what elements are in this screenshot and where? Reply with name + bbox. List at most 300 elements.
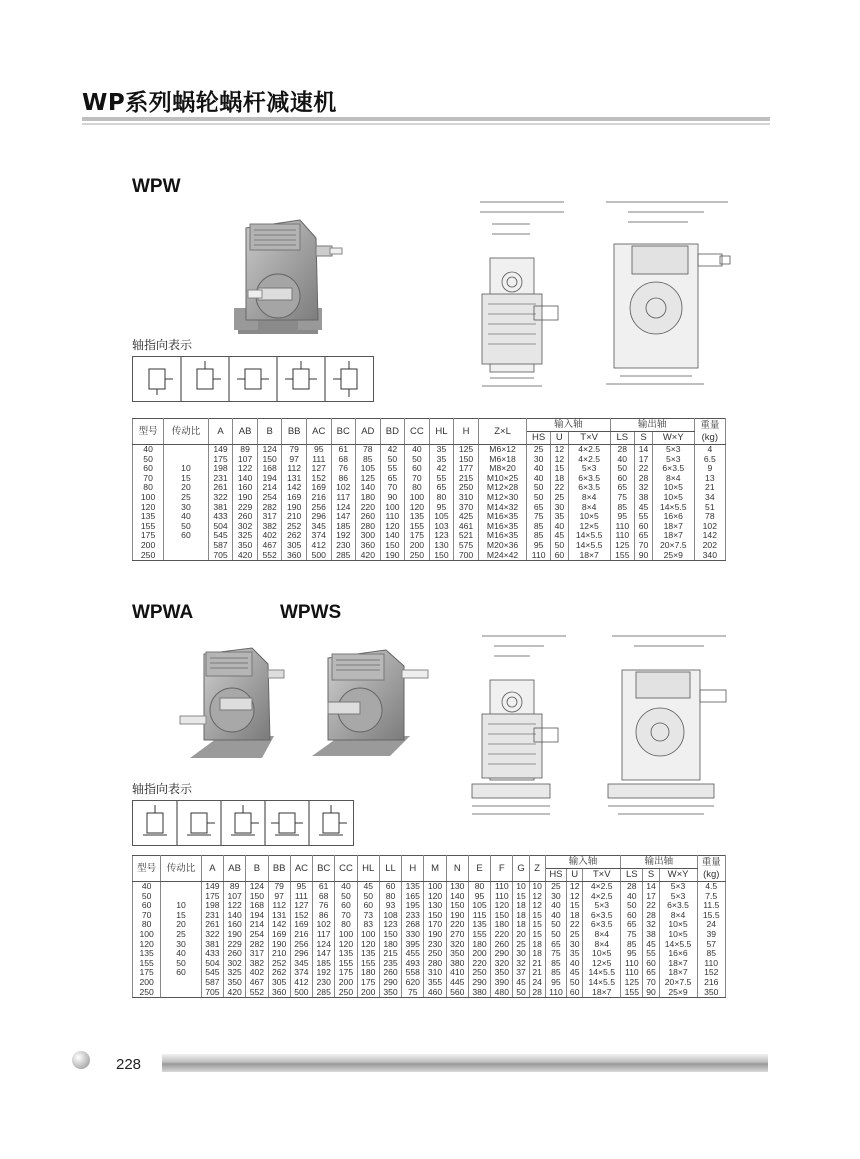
t1-cell: 124 xyxy=(257,445,282,455)
t1-cell: 100 xyxy=(380,503,405,513)
col-CC: CC xyxy=(405,419,430,445)
t1-cell: 124 xyxy=(331,503,356,513)
t1-cell: 190 xyxy=(282,503,307,513)
t2-cell: 120 xyxy=(335,940,357,950)
t2-cell: 705 xyxy=(201,988,223,998)
t2-cell: 61 xyxy=(313,882,335,892)
t1-cell: 282 xyxy=(257,503,282,513)
t2-cell: 558 xyxy=(402,968,424,978)
table-row xyxy=(133,551,726,561)
t1-cell: 42 xyxy=(429,464,454,474)
t1-cell: 374 xyxy=(306,531,331,541)
t1-cell: 50 xyxy=(380,455,405,465)
t1-cell: 4×2.5 xyxy=(568,455,610,465)
col-input-shaft: 输入轴 xyxy=(527,419,610,432)
col2-input-shaft: 输入轴 xyxy=(545,856,620,869)
t1-cell: 194 xyxy=(257,474,282,484)
t2-cell: 180 xyxy=(379,940,401,950)
t2-cell: 50 xyxy=(545,920,566,930)
t2-cell: 18×7 xyxy=(659,968,697,978)
t1-cell: 360 xyxy=(282,551,307,561)
t1-cell: 60 xyxy=(635,522,653,532)
t1-cell: 4 xyxy=(694,445,725,455)
t1-cell: 14 xyxy=(635,445,653,455)
t1-cell: 190 xyxy=(380,551,405,561)
t2-cell: 200 xyxy=(335,978,357,988)
t2-cell: 142 xyxy=(268,920,290,930)
t1-cell: 100 xyxy=(405,493,430,503)
t1-cell: 45 xyxy=(550,531,568,541)
col2-S: S xyxy=(643,869,659,882)
t2-cell: 76 xyxy=(313,901,335,911)
wpwa-wpws-table-body xyxy=(133,882,726,998)
t2-cell: 155 xyxy=(468,930,490,940)
t1-ratio-cell: 25 xyxy=(164,493,209,503)
col-H: H xyxy=(454,419,479,445)
t2-cell: 95 xyxy=(290,882,312,892)
col2-B: B xyxy=(246,856,268,882)
t1-cell: 42 xyxy=(380,445,405,455)
title-rule-thin xyxy=(82,123,770,125)
t1-cell: 131 xyxy=(282,474,307,484)
t2-cell: 180 xyxy=(357,968,379,978)
t1-cell: 50 xyxy=(610,464,635,474)
t2-cell: 107 xyxy=(224,892,246,902)
col-output-shaft: 输出轴 xyxy=(610,419,694,432)
col2-AC: AC xyxy=(290,856,312,882)
t1-cell: 467 xyxy=(257,541,282,551)
t1-cell: 140 xyxy=(233,474,258,484)
t1-cell: 8×4 xyxy=(568,503,610,513)
t2-cell: 175 xyxy=(357,978,379,988)
t2-cell: 85 xyxy=(697,949,726,959)
t1-cell: 252 xyxy=(282,522,307,532)
t1-cell: 97 xyxy=(282,455,307,465)
t1-cell: 85 xyxy=(527,531,551,541)
t1-cell: 214 xyxy=(257,483,282,493)
t1-cell: 340 xyxy=(694,551,725,561)
t2-cell: 70 xyxy=(335,911,357,921)
t2-cell: 65 xyxy=(621,920,643,930)
t1-cell: 28 xyxy=(610,445,635,455)
t2-cell: 50 xyxy=(567,978,583,988)
t2-cell: 220 xyxy=(446,920,468,930)
t1-cell: 130 xyxy=(429,541,454,551)
t2-cell: 25 xyxy=(513,940,529,950)
t2-cell: 185 xyxy=(313,959,335,969)
col-AC: AC xyxy=(306,419,331,445)
t2-cell: 70 xyxy=(133,911,161,921)
t2-cell: 130 xyxy=(446,882,468,892)
t2-cell: 305 xyxy=(268,978,290,988)
t1-cell: 60 xyxy=(610,474,635,484)
t2-cell: 433 xyxy=(201,949,223,959)
t1-cell: 350 xyxy=(233,541,258,551)
t2-cell: 262 xyxy=(268,968,290,978)
t2-ratio-cell xyxy=(161,882,201,892)
col2-model: 型号 xyxy=(133,856,161,882)
t1-cell: 192 xyxy=(331,531,356,541)
t1-cell: 216 xyxy=(306,493,331,503)
t1-cell: 85 xyxy=(527,522,551,532)
t2-cell: 57 xyxy=(697,940,726,950)
t1-cell: 155 xyxy=(610,551,635,561)
t2-cell: 480 xyxy=(491,988,513,998)
t1-cell: 120 xyxy=(380,522,405,532)
t1-cell: 123 xyxy=(429,531,454,541)
t1-cell: 360 xyxy=(356,541,381,551)
t1-cell: 149 xyxy=(208,445,233,455)
t1-cell: 296 xyxy=(306,512,331,522)
t2-cell: 16×6 xyxy=(659,949,697,959)
t1-cell: 50 xyxy=(527,483,551,493)
t2-cell: 260 xyxy=(224,949,246,959)
t2-cell: 135 xyxy=(402,882,424,892)
t1-cell: 18 xyxy=(550,474,568,484)
t2-cell: 8×4 xyxy=(659,911,697,921)
t1-cell: 552 xyxy=(257,551,282,561)
t1-cell: 262 xyxy=(282,531,307,541)
t2-cell: 40 xyxy=(133,882,161,892)
t1-cell: M12×28 xyxy=(478,483,527,493)
t2-cell: 28 xyxy=(529,988,545,998)
t2-cell: 296 xyxy=(290,949,312,959)
t2-cell: 40 xyxy=(621,892,643,902)
t1-cell: 420 xyxy=(356,551,381,561)
t1-cell: 215 xyxy=(454,474,479,484)
t1-cell: 18×7 xyxy=(568,551,610,561)
t2-cell: 24 xyxy=(697,920,726,930)
t2-cell: 360 xyxy=(268,988,290,998)
col2-F: F xyxy=(491,856,513,882)
col-A: A xyxy=(208,419,233,445)
t1-ratio-cell xyxy=(164,551,209,561)
t1-ratio-cell: 15 xyxy=(164,474,209,484)
t2-cell: 97 xyxy=(268,892,290,902)
t1-cell: M16×35 xyxy=(478,522,527,532)
t2-cell: 235 xyxy=(379,959,401,969)
t2-cell: 350 xyxy=(491,968,513,978)
col2-Z: Z xyxy=(529,856,545,882)
t1-cell: 61 xyxy=(331,445,356,455)
col2-BB: BB xyxy=(268,856,290,882)
t2-cell: 412 xyxy=(290,978,312,988)
t1-cell: 310 xyxy=(454,493,479,503)
t1-ratio-cell: 50 xyxy=(164,522,209,532)
t1-cell: 40 xyxy=(550,522,568,532)
t2-cell: 60 xyxy=(335,901,357,911)
t1-cell: 40 xyxy=(133,445,164,455)
t2-cell: 12 xyxy=(567,882,583,892)
wpw-side-view-diagram xyxy=(468,196,584,392)
t1-cell: 65 xyxy=(429,483,454,493)
t2-cell: 250 xyxy=(133,988,161,998)
t1-cell: 30 xyxy=(527,455,551,465)
t2-cell: 100 xyxy=(133,930,161,940)
t2-cell: 110 xyxy=(545,988,566,998)
col2-ratio: 传动比 xyxy=(161,856,201,882)
t2-cell: 233 xyxy=(402,911,424,921)
col-HS: HS xyxy=(527,432,551,445)
t1-cell: 198 xyxy=(208,464,233,474)
col2-U: U xyxy=(567,869,583,882)
t1-cell: 200 xyxy=(133,541,164,551)
t2-cell: 350 xyxy=(224,978,246,988)
t2-cell: 250 xyxy=(468,968,490,978)
t2-cell: 380 xyxy=(446,959,468,969)
t2-cell: 18×7 xyxy=(583,988,621,998)
t2-cell: 105 xyxy=(468,901,490,911)
t2-cell: 587 xyxy=(201,978,223,988)
t2-cell: 320 xyxy=(446,940,468,950)
t1-cell: 55 xyxy=(429,474,454,484)
t2-cell: 110 xyxy=(491,882,513,892)
t1-cell: 587 xyxy=(208,541,233,551)
t2-cell: 150 xyxy=(424,911,446,921)
t2-cell: 317 xyxy=(246,949,268,959)
t2-cell: 124 xyxy=(313,940,335,950)
wpwa-product-photo xyxy=(176,640,288,764)
t1-cell: 8×4 xyxy=(568,493,610,503)
t1-cell: M16×35 xyxy=(478,531,527,541)
t2-cell: 350 xyxy=(379,988,401,998)
col-TxV: T×V xyxy=(568,432,610,445)
t2-cell: 322 xyxy=(201,930,223,940)
t2-cell: 39 xyxy=(697,930,726,940)
t2-cell: 260 xyxy=(379,968,401,978)
t2-cell: 50 xyxy=(335,892,357,902)
t2-cell: 50 xyxy=(357,892,379,902)
wpwa-side-view-diagram xyxy=(468,628,584,824)
t2-cell: 80 xyxy=(379,892,401,902)
t2-cell: 280 xyxy=(424,959,446,969)
t1-cell: 95 xyxy=(306,445,331,455)
t2-cell: 40 xyxy=(335,882,357,892)
t2-cell: 140 xyxy=(224,911,246,921)
col-BB: BB xyxy=(282,419,307,445)
t2-cell: 10 xyxy=(529,882,545,892)
t1-cell: 177 xyxy=(454,464,479,474)
t2-cell: 22 xyxy=(567,920,583,930)
t2-cell: 250 xyxy=(424,949,446,959)
t2-cell: 135 xyxy=(468,920,490,930)
t2-cell: 330 xyxy=(402,930,424,940)
t2-cell: 18 xyxy=(513,920,529,930)
t1-cell: 250 xyxy=(405,551,430,561)
t2-cell: 18 xyxy=(567,911,583,921)
t2-cell: 216 xyxy=(290,930,312,940)
t2-cell: 25 xyxy=(545,882,566,892)
wpws-product-photo xyxy=(308,640,434,764)
t2-cell: 6×3.5 xyxy=(583,920,621,930)
t1-cell: 25 xyxy=(527,445,551,455)
t2-cell: 216 xyxy=(697,978,726,988)
t2-cell: 410 xyxy=(446,968,468,978)
col-ZxL: Z×L xyxy=(478,419,527,445)
t2-cell: 155 xyxy=(335,959,357,969)
page-number: 228 xyxy=(116,1056,142,1073)
wpwa-wpws-spec-table xyxy=(132,855,726,998)
t2-cell: 117 xyxy=(313,930,335,940)
t1-cell: 38 xyxy=(635,493,653,503)
t1-cell: 325 xyxy=(233,531,258,541)
t2-cell: 18 xyxy=(513,911,529,921)
t2-cell: 250 xyxy=(335,988,357,998)
t1-cell: 40 xyxy=(527,474,551,484)
t1-cell: 95 xyxy=(527,541,551,551)
t1-cell: 250 xyxy=(133,551,164,561)
t1-cell: 85 xyxy=(356,455,381,465)
t1-cell: 260 xyxy=(233,512,258,522)
t1-cell: 16×6 xyxy=(652,512,694,522)
t2-cell: 45 xyxy=(643,940,659,950)
t2-cell: 75 xyxy=(545,949,566,959)
t2-cell: 192 xyxy=(313,968,335,978)
t2-ratio-cell xyxy=(161,978,201,988)
t1-cell: 135 xyxy=(133,512,164,522)
t2-cell: 25 xyxy=(567,930,583,940)
t1-cell: 17 xyxy=(635,455,653,465)
t1-cell: 35 xyxy=(550,512,568,522)
t1-cell: 345 xyxy=(306,522,331,532)
t2-cell: 150 xyxy=(246,892,268,902)
t1-cell: 103 xyxy=(429,522,454,532)
t1-cell: 6×3.5 xyxy=(568,474,610,484)
title-rule xyxy=(82,117,770,121)
t1-cell: 107 xyxy=(233,455,258,465)
col2-AB: AB xyxy=(224,856,246,882)
t2-cell: 120 xyxy=(357,940,379,950)
shaft-direction-figures-2 xyxy=(132,800,354,846)
t2-cell: 150 xyxy=(446,901,468,911)
t1-cell: 117 xyxy=(331,493,356,503)
t2-cell: 220 xyxy=(491,930,513,940)
t1-cell: 10×5 xyxy=(652,483,694,493)
t1-cell: 175 xyxy=(208,455,233,465)
t2-cell: 15 xyxy=(513,892,529,902)
t2-cell: 493 xyxy=(402,959,424,969)
t2-cell: 261 xyxy=(201,920,223,930)
t2-cell: 50 xyxy=(513,988,529,998)
t2-cell: 65 xyxy=(643,968,659,978)
t1-cell: 78 xyxy=(356,445,381,455)
t1-cell: M14×32 xyxy=(478,503,527,513)
t2-cell: 194 xyxy=(246,911,268,921)
t2-cell: 220 xyxy=(468,959,490,969)
t1-cell: 14×5.5 xyxy=(568,541,610,551)
t2-cell: 125 xyxy=(621,978,643,988)
t2-cell: 28 xyxy=(643,911,659,921)
t2-cell: 12 xyxy=(529,901,545,911)
t2-cell: 282 xyxy=(246,940,268,950)
t1-cell: 5×3 xyxy=(652,445,694,455)
t2-cell: 620 xyxy=(402,978,424,988)
t1-cell: 231 xyxy=(208,474,233,484)
wpw-table-body xyxy=(133,445,726,561)
t2-cell: 200 xyxy=(133,978,161,988)
t1-ratio-cell: 20 xyxy=(164,483,209,493)
t1-cell: 70 xyxy=(405,474,430,484)
t2-cell: 552 xyxy=(246,988,268,998)
t1-cell: 175 xyxy=(405,531,430,541)
t2-cell: 325 xyxy=(224,968,246,978)
t1-cell: 322 xyxy=(208,493,233,503)
t2-cell: 7.5 xyxy=(697,892,726,902)
t2-cell: 130 xyxy=(424,901,446,911)
t1-cell: 504 xyxy=(208,522,233,532)
t1-cell: 4×2.5 xyxy=(568,445,610,455)
t2-cell: 210 xyxy=(268,949,290,959)
t2-cell: 390 xyxy=(491,978,513,988)
t1-cell: M8×20 xyxy=(478,464,527,474)
t2-cell: 215 xyxy=(379,949,401,959)
t1-cell: 545 xyxy=(208,531,233,541)
t2-cell: 90 xyxy=(643,988,659,998)
t2-cell: 60 xyxy=(379,882,401,892)
t2-cell: 12 xyxy=(567,892,583,902)
t2-cell: 93 xyxy=(379,901,401,911)
t2-cell: 95 xyxy=(621,949,643,959)
t1-cell: 210 xyxy=(282,512,307,522)
t2-cell: 80 xyxy=(335,920,357,930)
t1-cell: 317 xyxy=(257,512,282,522)
t2-ratio-cell xyxy=(161,988,201,998)
t2-cell: 135 xyxy=(133,949,161,959)
t1-cell: 22 xyxy=(550,483,568,493)
t2-cell: 350 xyxy=(446,949,468,959)
t2-cell: 60 xyxy=(133,901,161,911)
t2-cell: 190 xyxy=(224,930,246,940)
t2-cell: 395 xyxy=(402,940,424,950)
t2-cell: 500 xyxy=(290,988,312,998)
t1-cell: 90 xyxy=(635,551,653,561)
col-WxY: W×Y xyxy=(652,432,694,445)
t1-cell: M24×42 xyxy=(478,551,527,561)
shaft-direction-icons-2 xyxy=(133,801,353,845)
t2-cell: 560 xyxy=(446,988,468,998)
t1-cell: 40 xyxy=(405,445,430,455)
t1-cell: 18×7 xyxy=(652,522,694,532)
col2-weight xyxy=(697,856,726,882)
t1-cell: 285 xyxy=(331,551,356,561)
t2-cell: 85 xyxy=(545,959,566,969)
col2-TxV: T×V xyxy=(583,869,621,882)
t1-cell: 220 xyxy=(356,503,381,513)
t2-cell: 79 xyxy=(268,882,290,892)
t2-cell: 50 xyxy=(545,930,566,940)
col-weight-unit: (kg) xyxy=(701,431,719,443)
t2-cell: 175 xyxy=(201,892,223,902)
t2-cell: 285 xyxy=(313,988,335,998)
t1-cell: 169 xyxy=(306,483,331,493)
t1-cell: 112 xyxy=(282,464,307,474)
t1-cell: M20×36 xyxy=(478,541,527,551)
t2-ratio-cell: 60 xyxy=(161,968,201,978)
col-AB: AB xyxy=(233,419,258,445)
t1-cell: 200 xyxy=(405,541,430,551)
t1-cell: 6×3.5 xyxy=(652,464,694,474)
t2-cell: 60 xyxy=(357,901,379,911)
section-label-wpws: WPWS xyxy=(280,602,342,623)
t1-cell: 25 xyxy=(550,493,568,503)
t1-cell: 256 xyxy=(306,503,331,513)
t2-cell: 5×3 xyxy=(583,901,621,911)
col2-HL: HL xyxy=(357,856,379,882)
t1-cell: 5×3 xyxy=(652,455,694,465)
t1-cell: 6.5 xyxy=(694,455,725,465)
t2-ratio-cell: 30 xyxy=(161,940,201,950)
t2-cell: 460 xyxy=(424,988,446,998)
